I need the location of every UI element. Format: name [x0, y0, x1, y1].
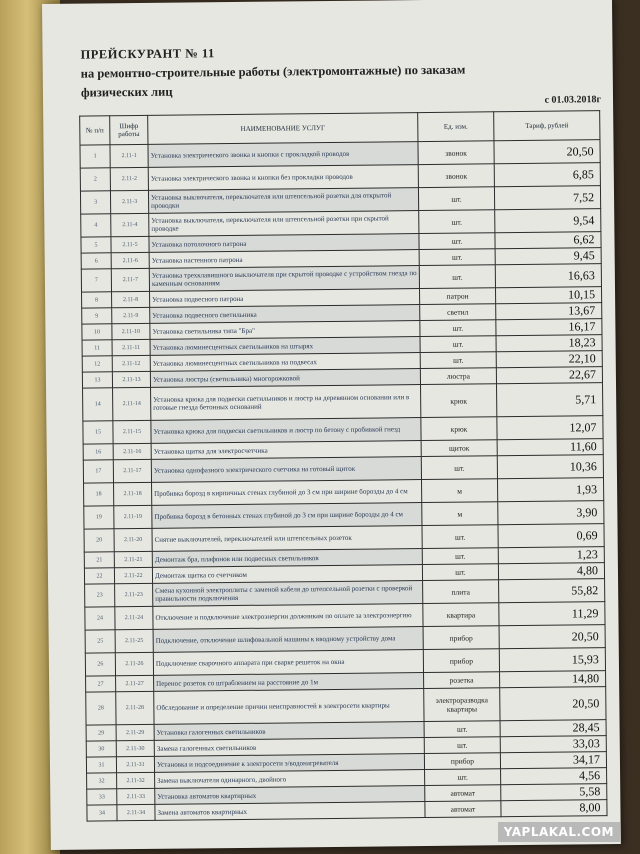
row-unit: люстра [420, 368, 496, 385]
row-code: 2.11-29 [116, 724, 154, 740]
row-unit: шт. [419, 233, 495, 250]
row-num: 10 [82, 324, 112, 340]
row-price: 55,82 [499, 579, 605, 603]
row-service-name: Замена выключателя одинарного, двойного [155, 770, 425, 789]
row-code: 2.11-6 [111, 252, 149, 268]
row-num: 30 [86, 741, 116, 757]
row-service-name: Установка однофазного электрического счетчика на готовый щиток [151, 457, 421, 483]
row-num: 20 [84, 529, 114, 552]
row-unit: плита [423, 580, 499, 604]
row-code: 2.11-5 [111, 236, 149, 252]
row-num: 25 [85, 630, 115, 653]
row-price: 33,03 [500, 736, 606, 753]
row-code: 2.11-26 [115, 652, 153, 675]
row-code: 2.11-32 [117, 772, 155, 788]
row-code: 2.11-22 [114, 567, 152, 583]
row-code: 2.11-3 [110, 190, 148, 213]
row-num: 27 [86, 676, 116, 692]
row-code: 2.11-14 [113, 387, 151, 420]
watermark: YAPLAKAL.COM [498, 822, 620, 842]
row-unit: крюк [421, 417, 497, 441]
row-service-name: Установка щитка для электросчетчика [151, 441, 421, 460]
row-service-name: Установка светильника типа "Бра" [150, 321, 420, 340]
row-unit: розетка [424, 672, 500, 689]
row-num: 13 [82, 372, 112, 388]
row-code: 2.11-13 [112, 371, 150, 387]
row-service-name: Обследование и определение причин неисправностей в электросети квартиры [154, 689, 424, 725]
row-unit: шт. [419, 210, 495, 234]
row-service-name: Установка электрического звонка и кнопки без прокладки проводов [148, 165, 418, 191]
row-num: 28 [86, 692, 116, 725]
row-price: 20,50 [500, 687, 606, 721]
document-date: с 01.03.2018г [544, 94, 602, 106]
row-code: 2.11-30 [116, 740, 154, 756]
row-price: 10,15 [495, 287, 601, 304]
row-price: 15,93 [499, 648, 605, 672]
row-service-name: Установка выключателя, переключателя или штепсельной розетки для открытой проводки [148, 188, 418, 214]
row-service-name: Установка выключателя, переключателя или штепсельной розетки при скрытой проводке [149, 211, 419, 237]
row-num: 9 [82, 308, 112, 324]
row-num: 18 [84, 483, 114, 506]
row-num: 17 [83, 460, 113, 483]
row-unit: прибор [423, 626, 499, 650]
row-service-name: Установка трехклавишного выключателя при скрытой проводке с устройством гнезда по каменным основаниям [149, 266, 419, 292]
row-service-name: Установка люминесцентных светильников на штырях [150, 337, 420, 356]
row-price: 1,23 [498, 547, 604, 564]
row-price: 12,07 [497, 416, 603, 440]
row-code: 2.11-24 [115, 606, 153, 629]
row-service-name: Установка настенного патрона [149, 250, 419, 269]
row-price: 20,50 [494, 140, 600, 164]
row-unit: шт. [420, 352, 496, 369]
row-price: 6,62 [495, 232, 601, 249]
row-num: 6 [81, 253, 111, 269]
header-code: Шифр работы [110, 115, 148, 144]
header-price: Тариф, рублей [494, 111, 600, 141]
row-service-name: Установка крюка для подвески светильников и люстр на деревянном основании или в готовые гнезда бетонных оснований [151, 385, 421, 421]
row-code: 2.11-28 [116, 691, 154, 724]
row-price: 5,71 [497, 383, 603, 417]
row-service-name: Отключение и подключение электроэнергии должникам по оплате за электроэнергию [153, 604, 423, 630]
row-num: 14 [83, 388, 113, 421]
row-price: 5,58 [501, 784, 607, 801]
row-code: 2.11-10 [112, 323, 150, 339]
row-price: 11,29 [499, 602, 605, 626]
row-unit: прибор [424, 753, 500, 770]
row-service-name: Установка подвесного светильника [150, 305, 420, 324]
row-code: 2.11-23 [115, 583, 153, 606]
document-title: ПРЕЙСКУРАНТ № 11 [80, 46, 215, 62]
row-price: 14,80 [500, 671, 606, 688]
row-service-name: Подключение сварочного аппарата при сварке решеток на окна [153, 650, 423, 676]
row-service-name: Установка и подсоединение к электросети э/водонагревателя [154, 754, 424, 773]
row-price: 0,69 [498, 524, 604, 548]
row-unit: шт. [422, 548, 498, 565]
row-code: 2.11-12 [112, 355, 150, 371]
row-num: 23 [85, 584, 115, 607]
row-service-name: Демонтаж щитка со счетчиком [152, 565, 422, 584]
row-code: 2.11-4 [111, 213, 149, 236]
row-num: 26 [85, 653, 115, 676]
row-num: 19 [84, 506, 114, 529]
document-page [42, 0, 621, 850]
row-code: 2.11-18 [114, 482, 152, 505]
row-num: 32 [87, 773, 117, 789]
table-row [86, 687, 606, 725]
row-service-name: Установка подвесного патрона [150, 289, 420, 308]
row-num: 22 [84, 568, 114, 584]
row-num: 33 [87, 789, 117, 805]
row-service-name: Установка потолочного патрона [149, 234, 419, 253]
row-service-name: Установка галогенных светильников [154, 722, 424, 741]
row-num: 29 [86, 725, 116, 741]
row-service-name: Смена кухонной электроплиты с заменой кабеля до штепсельной розетки с проверкой правильности подключения [153, 581, 423, 607]
row-num: 21 [84, 552, 114, 568]
row-code: 2.11-1 [110, 144, 148, 167]
row-service-name: Подключение, отключение шлифовальной машины к вводному устройству дома [153, 627, 423, 653]
row-unit: крюк [421, 384, 497, 418]
header-unit: Ед. изм. [418, 112, 494, 142]
row-price: 20,50 [499, 625, 605, 649]
row-price: 8,00 [501, 800, 607, 817]
row-unit: шт. [419, 265, 495, 289]
row-service-name: Установка электрического звонка и кнопки с прокладкой проводов [148, 142, 418, 168]
row-price: 11,60 [497, 439, 603, 456]
row-num: 7 [81, 269, 111, 292]
row-price: 4,80 [498, 563, 604, 580]
row-price: 13,67 [496, 303, 602, 320]
document-subtitle: на ремонтно-строительные работы (электромонтажные) по заказам [80, 62, 466, 81]
row-num: 4 [81, 214, 111, 237]
row-unit: шт. [420, 320, 496, 337]
row-code: 2.11-7 [111, 268, 149, 291]
row-unit: шт. [422, 564, 498, 581]
row-code: 2.11-25 [115, 629, 153, 652]
row-code: 2.11-11 [112, 339, 150, 355]
document-header [80, 42, 602, 106]
row-service-name: Установка крюка для подвески светильников и люстр по бетону с пробивкой гнезд [151, 418, 421, 444]
row-price: 10,36 [497, 455, 603, 479]
document-subtitle-2: физических лиц [80, 84, 173, 100]
header-num: № п/п [80, 116, 110, 145]
row-code: 2.11-19 [114, 505, 152, 528]
row-price: 16,63 [495, 264, 601, 288]
row-price: 7,52 [494, 186, 600, 210]
row-service-name: Замена автоматов квартирных [155, 802, 425, 821]
row-unit: м [422, 502, 498, 526]
table-row [83, 383, 603, 421]
row-code: 2.11-15 [113, 420, 151, 443]
row-code: 2.11-17 [113, 459, 151, 482]
row-code: 2.11-31 [116, 756, 154, 772]
row-code: 2.11-33 [117, 788, 155, 804]
header-name: НАИМЕНОВАНИЕ УСЛУГ [148, 113, 418, 145]
row-service-name: Перенос розеток со штраблением на расстояние до 1м [154, 673, 424, 692]
price-table [79, 110, 607, 821]
row-num: 3 [80, 191, 110, 214]
row-price: 9,45 [495, 248, 601, 265]
row-num: 8 [82, 292, 112, 308]
row-price: 16,17 [496, 319, 602, 336]
row-num: 5 [81, 237, 111, 253]
row-unit: шт. [424, 737, 500, 754]
row-unit: светил [420, 304, 496, 321]
row-service-name: Замена галогенных светильников [154, 738, 424, 757]
row-unit: шт. [418, 187, 494, 211]
row-num: 2 [80, 168, 110, 191]
row-price: 3,90 [498, 501, 604, 525]
row-unit: прибор [423, 649, 499, 673]
row-service-name: Установка люминесцентных светильников на подвесах [150, 353, 420, 372]
row-num: 34 [87, 805, 117, 821]
row-num: 31 [86, 757, 116, 773]
row-service-name: Снятие выключателей, переключателей или штепсельных розеток [152, 526, 422, 552]
row-price: 22,67 [496, 367, 602, 384]
row-code: 2.11-20 [114, 528, 152, 551]
row-unit: шт. [419, 249, 495, 266]
row-unit: патрон [420, 288, 496, 305]
row-unit: автомат [425, 785, 501, 802]
table-body [80, 140, 607, 821]
row-code: 2.11-16 [113, 443, 151, 459]
row-num: 12 [82, 356, 112, 372]
row-num: 24 [85, 607, 115, 630]
row-unit: шт. [425, 769, 501, 786]
row-num: 1 [80, 145, 110, 168]
row-unit: щиток [421, 440, 497, 457]
row-code: 2.11-34 [117, 804, 155, 820]
row-unit: шт. [421, 456, 497, 480]
row-price: 1,93 [497, 478, 603, 502]
row-service-name: Демонтаж бра, плафонов или подвесных светильников [152, 549, 422, 568]
row-price: 9,54 [495, 209, 601, 233]
row-unit: шт. [420, 336, 496, 353]
row-service-name: Установка люстры (светильника) многорожковой [150, 369, 420, 388]
row-code: 2.11-2 [110, 167, 148, 190]
row-service-name: Установка автоматов квартирных [155, 786, 425, 805]
row-unit: шт. [424, 721, 500, 738]
row-code: 2.11-27 [116, 675, 154, 691]
row-unit: квартира [423, 603, 499, 627]
row-unit: шт. [422, 525, 498, 549]
row-unit: м [422, 479, 498, 503]
row-price: 18,23 [496, 335, 602, 352]
row-price: 4,56 [501, 768, 607, 785]
row-price: 22,10 [496, 351, 602, 368]
row-num: 11 [82, 340, 112, 356]
row-unit: звонок [418, 141, 494, 165]
row-price: 28,45 [500, 720, 606, 737]
row-code: 2.11-8 [112, 291, 150, 307]
row-service-name: Пробивка борозд в бетонных стенах глубиной до 3 см при ширине борозды до 4 см [152, 503, 422, 529]
row-price: 6,85 [494, 163, 600, 187]
row-num: 16 [83, 444, 113, 460]
row-code: 2.11-9 [112, 307, 150, 323]
row-num: 15 [83, 421, 113, 444]
row-code: 2.11-21 [114, 551, 152, 567]
row-unit: звонок [418, 164, 494, 188]
row-price: 34,17 [500, 752, 606, 769]
row-unit: электроразводка квартиры [424, 688, 500, 722]
row-service-name: Пробивка борозд в кирпичных стенах глубиной до 3 см при ширине борозды до 4 см [152, 480, 422, 506]
row-unit: автомат [425, 801, 501, 818]
